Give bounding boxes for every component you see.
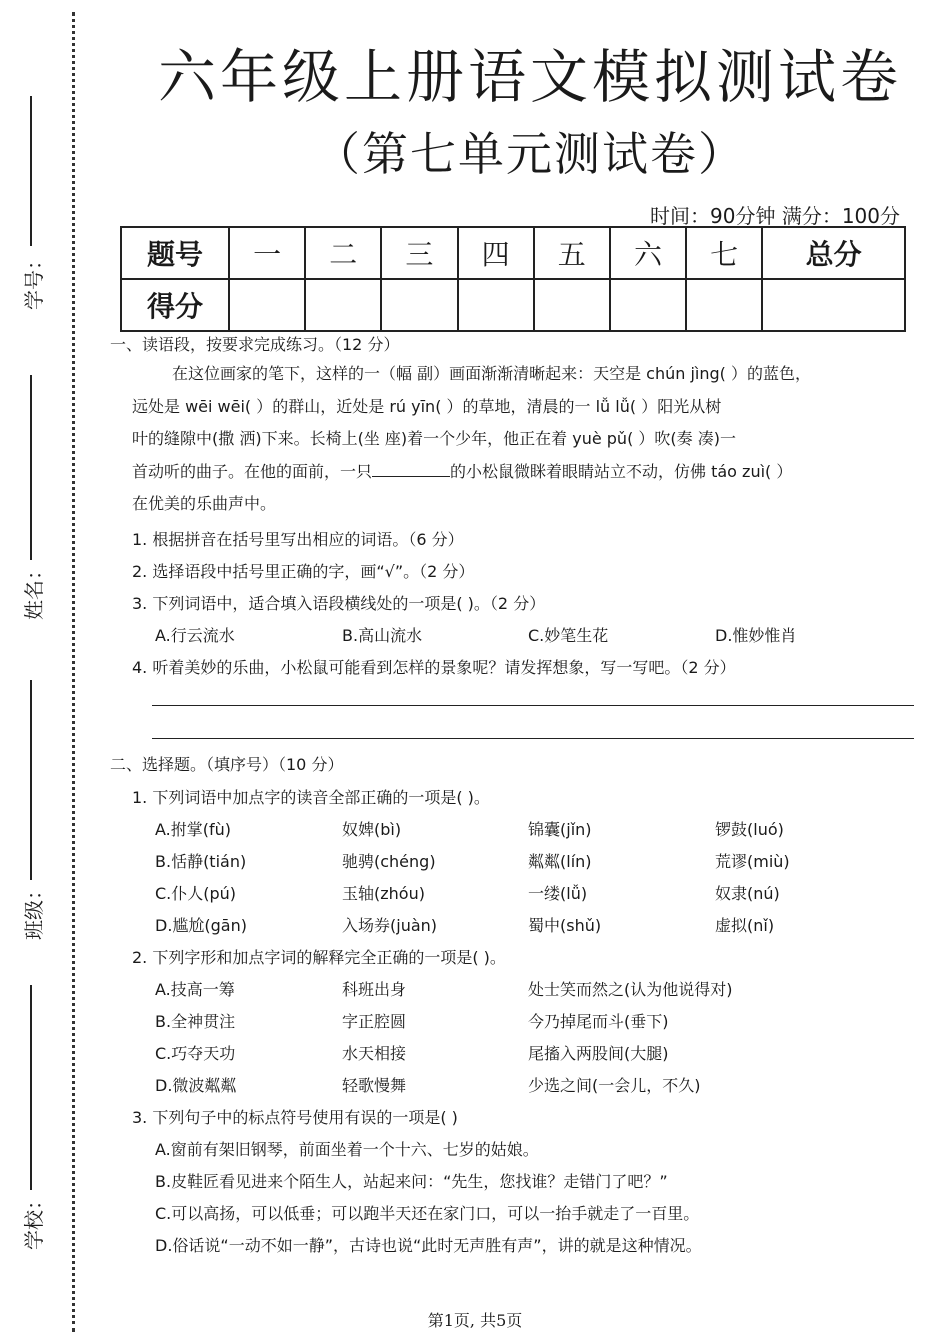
score-input-total[interactable] xyxy=(762,279,905,331)
page-subtitle: （第七单元测试卷） xyxy=(314,127,746,181)
s2-q2-a3: 处士笑而然之(认为他说得对) xyxy=(528,980,733,999)
s2-q2-d3: 少选之间(一会儿，不久) xyxy=(528,1076,701,1095)
s2-q1-b3: 粼粼(lín) xyxy=(528,852,592,871)
passage-line-2: 远处是 wēi wēi( ）的群山，近处是 rú yīn( ）的草地，清晨的一 lǚ lǚ( ）阳光从树 xyxy=(132,396,722,416)
s2-q1-a1: A.拊掌(fù) xyxy=(155,820,232,839)
score-cell-q1: 一 xyxy=(229,227,305,279)
s2-q2-b2: 字正腔圆 xyxy=(342,1012,407,1031)
score-input-q6[interactable] xyxy=(610,279,686,331)
s2-question-1: 1. 下列词语中加点字的读音全部正确的一项是( )。 xyxy=(132,788,490,807)
s2-q2-a2: 科班出身 xyxy=(342,980,407,999)
s2-q1-d4: 虚拟(nǐ) xyxy=(715,916,775,935)
s2-q2-d2: 轻歌慢舞 xyxy=(342,1076,407,1095)
school-label: 学校： xyxy=(22,1190,46,1250)
s2-q2-d1: D.微波粼粼 xyxy=(155,1076,237,1095)
page-footer: 第1页, 共5页 xyxy=(427,1311,523,1330)
section2-heading: 二、选择题。（填序号）（10 分） xyxy=(110,755,344,774)
s2-q2-c1: C.巧夺天功 xyxy=(155,1044,236,1063)
s1-q3-option-b: B.高山流水 xyxy=(342,626,423,645)
s1-question-4: 4. 听着美妙的乐曲，小松鼠可能看到怎样的景象呢？请发挥想象，写一写吧。（2 分） xyxy=(132,658,736,677)
s2-q1-c1: C.仆人(pú) xyxy=(155,884,237,903)
name-label: 姓名： xyxy=(22,560,46,620)
exam-meta: 时间：90分钟 满分：100分 xyxy=(650,204,900,228)
section1-passage xyxy=(132,358,922,521)
section1-heading: 一、读语段，按要求完成练习。（12 分） xyxy=(110,335,400,354)
score-cell-q3: 三 xyxy=(381,227,457,279)
binding-strip xyxy=(0,0,100,1344)
score-input-q3[interactable] xyxy=(381,279,457,331)
answer-line-2[interactable] xyxy=(152,738,914,739)
s2-q1-a2: 奴婢(bì) xyxy=(342,820,402,839)
score-cell-total: 总分 xyxy=(762,227,905,279)
passage-line-3: 叶的缝隙中(撒 洒)下来。长椅上(坐 座)着一个少年，他正在着 yuè pǔ( ）吹(奏 凑)一 xyxy=(132,429,736,448)
cut-line xyxy=(72,12,75,1332)
score-row-label: 得分 xyxy=(121,279,229,331)
score-table xyxy=(120,226,906,332)
score-input-q1[interactable] xyxy=(229,279,305,331)
s2-q2-b3: 今乃掉尾而斗(垂下) xyxy=(528,1012,669,1031)
fill-blank[interactable] xyxy=(372,462,450,477)
class-label: 班级： xyxy=(22,880,46,940)
s2-q1-b2: 驰骋(chéng) xyxy=(342,852,436,871)
score-cell-q7: 七 xyxy=(686,227,762,279)
s2-q1-b1: B.恬静(tián) xyxy=(155,852,247,871)
s2-q1-c4: 奴隶(nú) xyxy=(715,884,780,903)
class-line[interactable] xyxy=(30,680,32,880)
score-cell-q6: 六 xyxy=(610,227,686,279)
s2-q3-option-b: B.皮鞋匠看见进来个陌生人，站起来问：“先生，您找谁？走错门了吧？” xyxy=(155,1172,668,1191)
score-input-q2[interactable] xyxy=(305,279,381,331)
s2-q3-option-a: A.窗前有架旧钢琴，前面坐着一个十六、七岁的姑娘。 xyxy=(155,1140,539,1159)
s2-q1-c2: 玉轴(zhóu) xyxy=(342,884,425,903)
s2-q1-c3: 一缕(lǚ) xyxy=(528,884,588,903)
student-no-label: 学号： xyxy=(22,250,46,310)
score-cell-q2: 二 xyxy=(305,227,381,279)
s1-q3-option-c: C.妙笔生花 xyxy=(528,626,609,645)
answer-line-1[interactable] xyxy=(152,705,914,706)
s2-q2-c2: 水天相接 xyxy=(342,1044,407,1063)
score-table-score-row xyxy=(121,279,905,331)
s2-q3-option-c: C.可以高扬，可以低垂；可以跑半天还在家门口，可以一抬手就走了一百里。 xyxy=(155,1204,700,1223)
s2-question-2: 2. 下列字形和加点字词的解释完全正确的一项是( )。 xyxy=(132,948,506,967)
school-line[interactable] xyxy=(30,985,32,1190)
page-title: 六年级上册语文模拟测试卷 xyxy=(157,43,902,111)
score-cell-label: 题号 xyxy=(121,227,229,279)
student-no-line[interactable] xyxy=(30,96,32,246)
s1-q3-option-a: A.行云流水 xyxy=(155,626,235,645)
s2-q2-b1: B.全神贯注 xyxy=(155,1012,236,1031)
score-cell-q4: 四 xyxy=(458,227,534,279)
score-input-q7[interactable] xyxy=(686,279,762,331)
s2-q2-c3: 尾搐入两股间(大腿) xyxy=(528,1044,669,1063)
s2-q1-a3: 锦囊(jǐn) xyxy=(528,820,592,839)
passage-line-1: 在这位画家的笔下，这样的一（幅 副）画面渐渐清晰起来：天空是 chún jìng( ）的蓝色， xyxy=(172,364,811,383)
passage-line-4: 首动听的曲子。在他的面前，一只 的小松鼠微眯着眼睛站立不动，仿佛 táo zuì( ） xyxy=(132,461,793,481)
s2-question-3: 3. 下列句子中的标点符号使用有误的一项是( ) xyxy=(132,1108,458,1127)
s2-q1-b4: 荒谬(miù) xyxy=(715,852,790,871)
s2-q1-a4: 锣鼓(luó) xyxy=(715,820,784,839)
s1-question-1: 1. 根据拼音在括号里写出相应的词语。（6 分） xyxy=(132,530,464,549)
s1-question-2: 2. 选择语段中括号里正确的字，画“√”。（2 分） xyxy=(132,562,475,581)
s2-q2-a1: A.技高一筹 xyxy=(155,980,235,999)
name-line[interactable] xyxy=(30,375,32,560)
s1-q3-option-d: D.惟妙惟肖 xyxy=(715,626,797,645)
passage-line-5: 在优美的乐曲声中。 xyxy=(132,494,277,513)
s2-q1-d1: D.尴尬(gān) xyxy=(155,916,247,935)
s2-q1-d3: 蜀中(shǔ) xyxy=(528,916,602,935)
score-table-header-row xyxy=(121,227,905,279)
s1-question-3: 3. 下列词语中，适合填入语段横线处的一项是( )。（2 分） xyxy=(132,594,546,613)
score-input-q4[interactable] xyxy=(458,279,534,331)
s2-q3-option-d: D.俗话说“一动不如一静”，古诗也说“此时无声胜有声”，讲的就是这种情况。 xyxy=(155,1236,702,1255)
score-cell-q5: 五 xyxy=(534,227,610,279)
s2-q1-d2: 入场券(juàn) xyxy=(342,916,438,935)
score-input-q5[interactable] xyxy=(534,279,610,331)
